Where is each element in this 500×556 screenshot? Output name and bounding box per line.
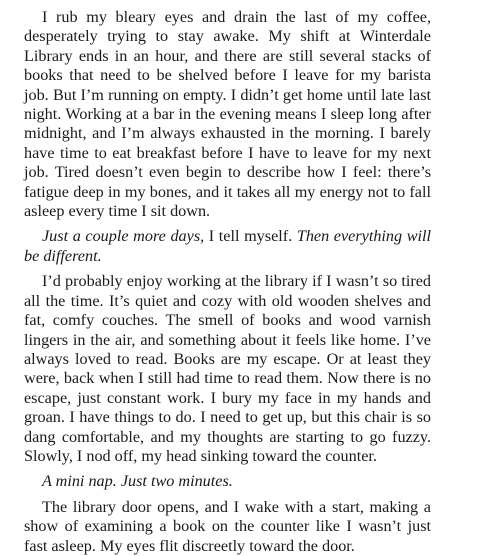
- paragraph-3-text: I’d probably enjoy working at the library if I wasn’t so tired all the time. It’s quiet and cozy with old wooden shelves and fat, comfy couches. The smell of books and wood varnish lingers in the air, and something about it feels like home. I’ve always loved to read. Books are my escape. Or at least they were, back when I still had time to read them. Now there is no escape, just constant work. I bury my face in my hands and groan. I have things to do. I need to get up, but this chair is so dang comfortable, and my thoughts are starting to go fuzzy. Slowly, I nod off, my head sinking toward the counter.: [24, 272, 431, 465]
- paragraph-5: [24, 498, 431, 556]
- paragraph-4-italic-thought: A mini nap. Just two minutes.: [42, 472, 233, 491]
- paragraph-3: [24, 272, 431, 466]
- paragraph-4: [24, 472, 431, 491]
- paragraph-1: [24, 8, 431, 221]
- paragraph-2-text: I tell myself.: [204, 227, 297, 246]
- paragraph-2-italic-thought: Just a couple more days,: [42, 227, 205, 246]
- paragraph-2: [24, 227, 431, 266]
- paragraph-5-text: The library door opens, and I wake with a start, making a show of examining a book on the counter like I wasn’t just fast asleep. My eyes flit discreetly toward the door.: [24, 497, 431, 555]
- document-page: [24, 8, 431, 556]
- paragraph-2-italic-thought-end: Then everything will be different.: [24, 227, 432, 265]
- paragraph-1-text: I rub my bleary eyes and drain the last of my coffee, desperately trying to stay awake. My shift at Winterdale Library ends in an hour, and there are still several stacks of books that need to be shelved before I leave for my barista job. But I’m running on empty. I didn’t get home until late last night. Working at a bar in the evening means I sleep long after midnight, and I’m always exhausted in the morning. I barely have time to eat breakfast before I have to leave for my next job. Tired doesn’t even begin to describe how I feel: there’s fatigue deep in my bones, and it takes all my energy not to fall asleep every time I sit down.: [24, 8, 431, 221]
